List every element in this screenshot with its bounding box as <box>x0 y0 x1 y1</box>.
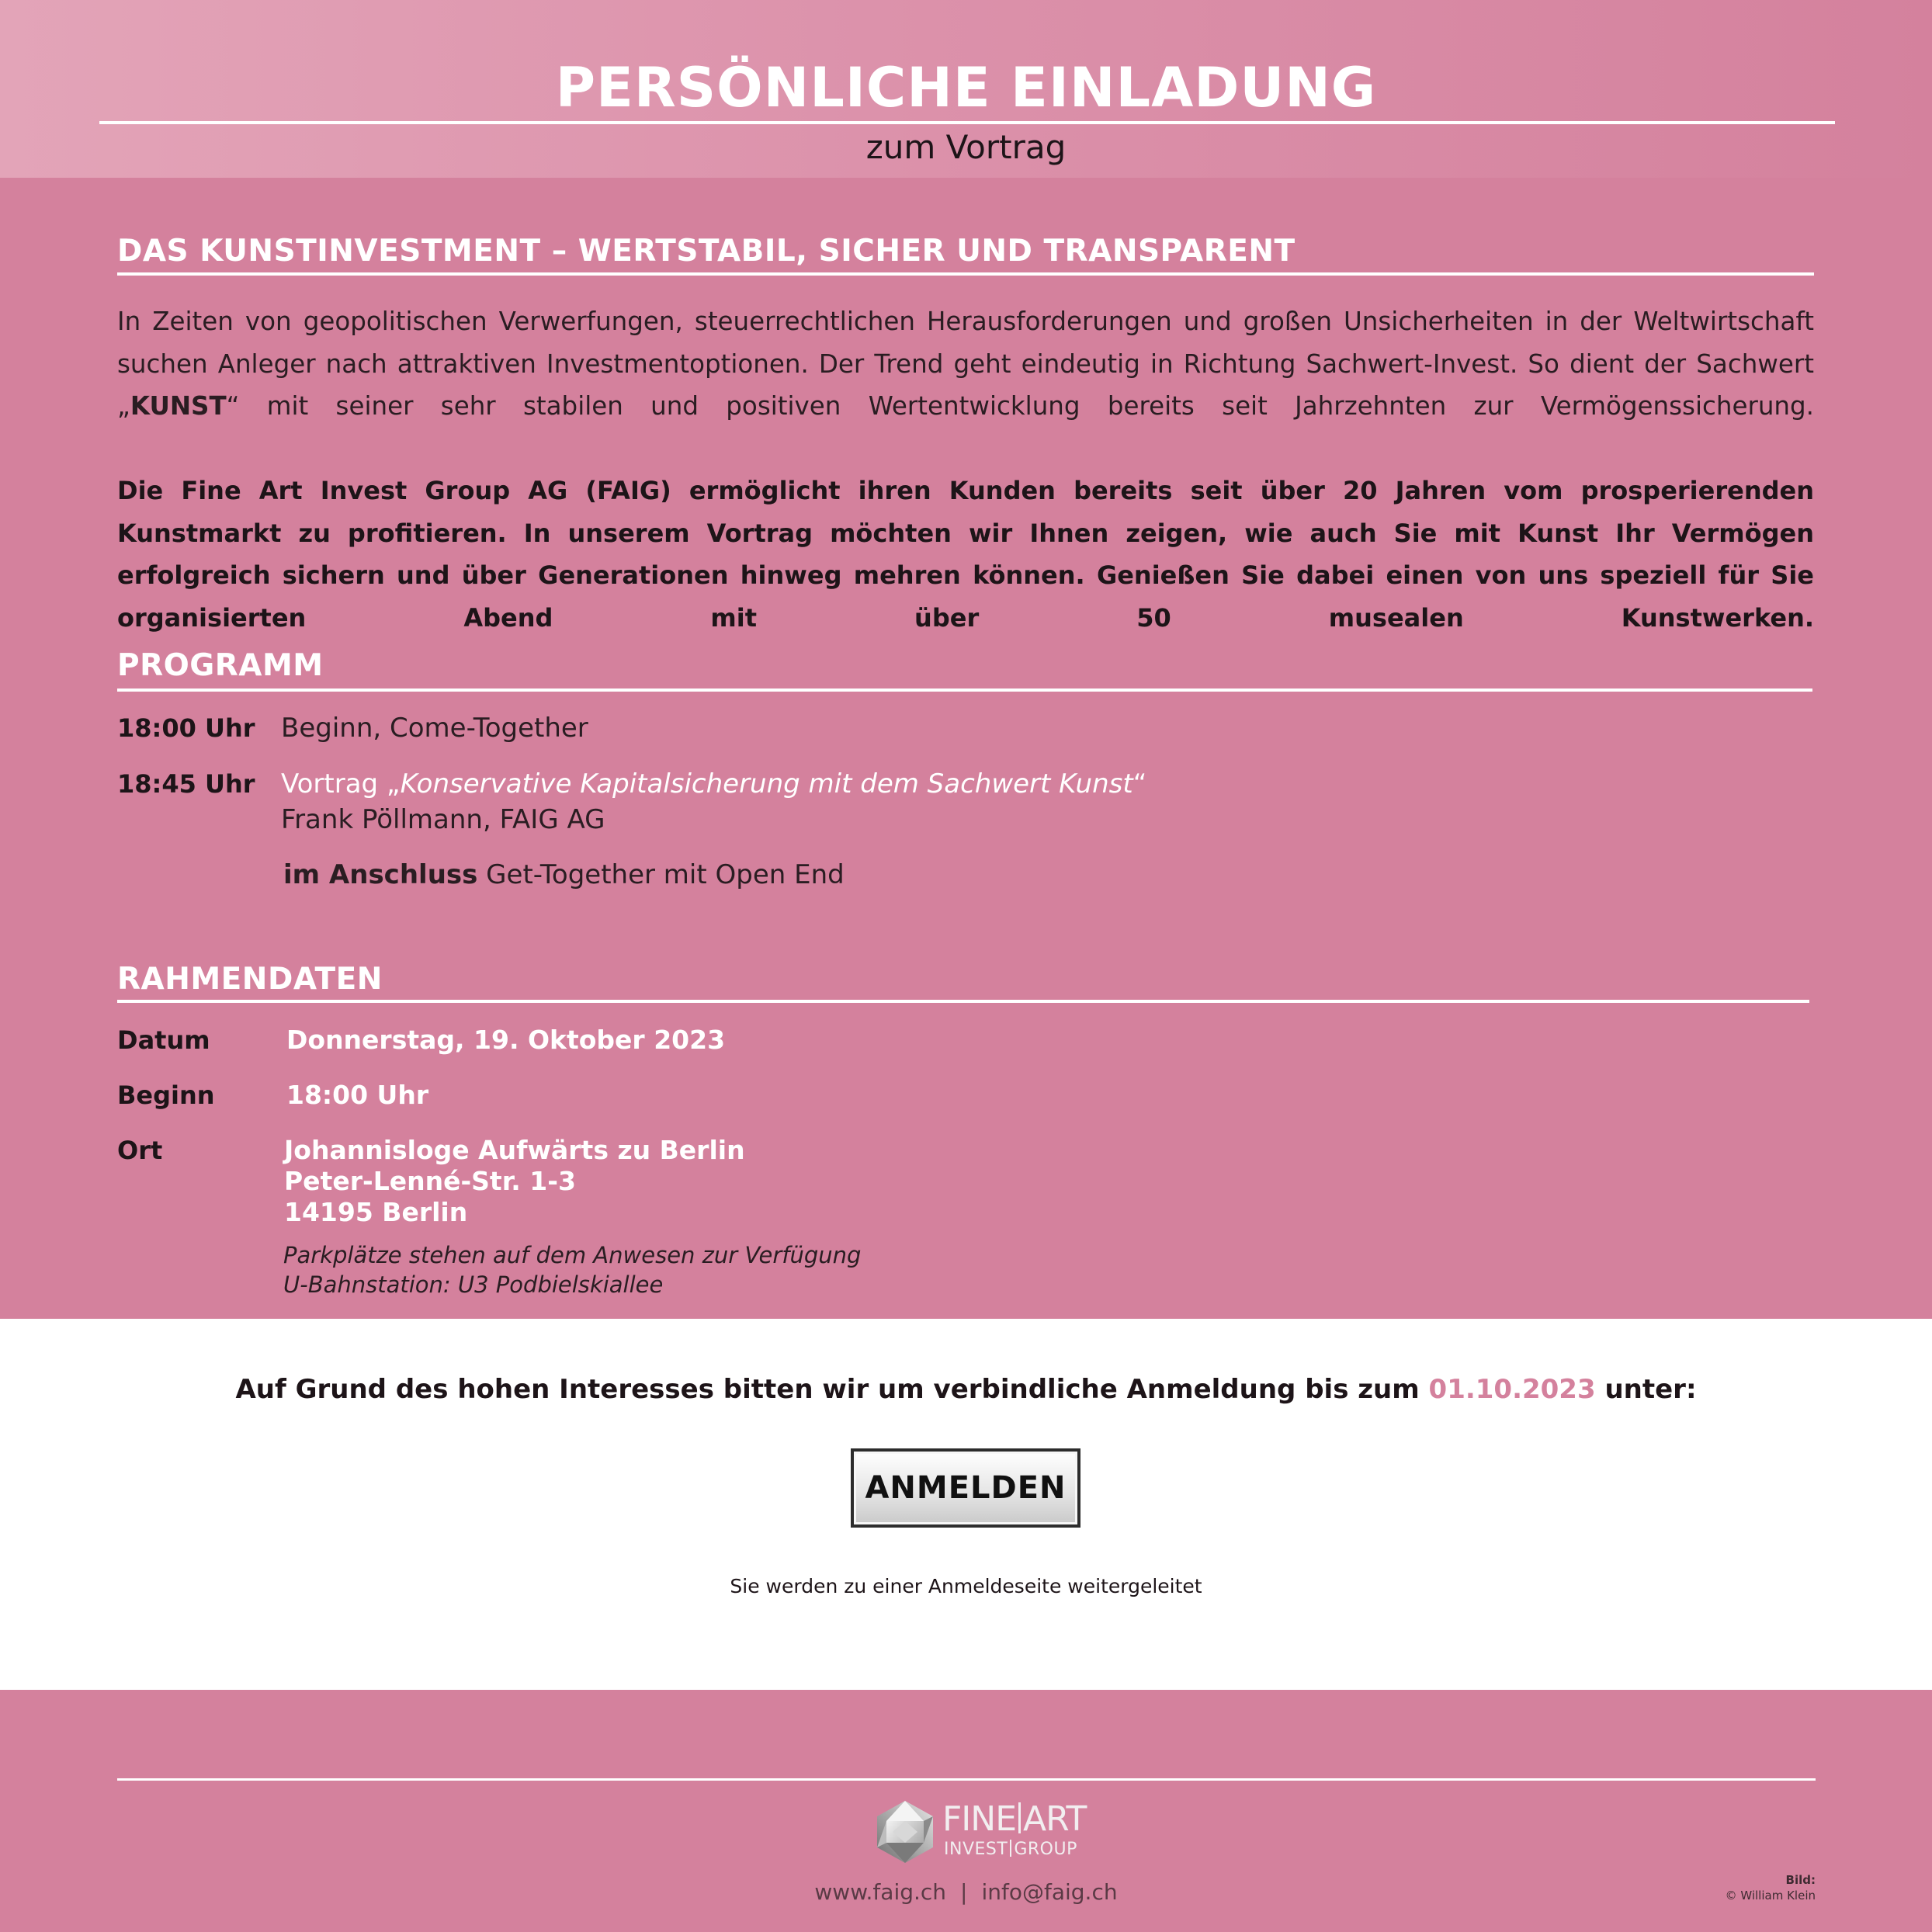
details-start-label: Beginn <box>117 1080 215 1110</box>
details-place-line3: 14195 Berlin <box>284 1197 468 1227</box>
registration-deadline: 01.10.2023 <box>1428 1374 1596 1405</box>
details-date-label: Datum <box>117 1025 210 1055</box>
intro-paragraph-part1: In Zeiten von geopolitischen Verwerfungen, steuerrechtlichen Herausforderungen und großen Unsicherheiten in der Weltwirtschaft suchen Anleger nach attraktiven Investmentoptionen. Der Trend geht eindeutig in Richtung Sachwert-Invest. So dient der Sachwert „ <box>117 307 1814 421</box>
logo-word-art: ART <box>1023 1799 1087 1839</box>
details-place-label: Ort <box>117 1136 163 1165</box>
image-credit-label: Bild: <box>1785 1873 1816 1887</box>
logo-word-group: GROUP <box>1014 1840 1077 1859</box>
website-link[interactable]: www.faig.ch <box>814 1879 947 1905</box>
footer-divider <box>117 1778 1816 1781</box>
redirect-note: Sie werden zu einer Anmeldeseite weitergeleitet <box>730 1575 1202 1597</box>
page-title: PERSÖNLICHE EINLADUNG <box>555 56 1377 120</box>
program-afterwards-label: im Anschluss <box>283 859 478 890</box>
details-start-value: 18:00 Uhr <box>286 1080 429 1110</box>
footer-links <box>0 1877 1932 1908</box>
program-time-1: 18:00 Uhr <box>117 713 255 743</box>
hexagon-gem-icon <box>872 1799 938 1864</box>
program-talk-title <box>281 766 1146 802</box>
program-time-2: 18:45 Uhr <box>117 769 255 799</box>
registration-text-after: unter: <box>1595 1374 1697 1405</box>
details-place-line1: Johannisloge Aufwärts zu Berlin <box>284 1135 745 1165</box>
program-talk-prefix: Vortrag „ <box>281 768 401 800</box>
section-heading-program: PROGRAMM <box>117 648 324 683</box>
logo-word-invest: INVEST <box>944 1840 1008 1859</box>
intro-paragraph-part2: “ mit seiner sehr stabilen und positiven Wertentwicklung bereits seit Jahrzehnten zur Vermögenssicherung. <box>226 391 1814 421</box>
company-paragraph: Die Fine Art Invest Group AG (FAIG) ermöglicht ihren Kunden bereits seit über 20 Jahren vom prosperierenden Kunstmarkt zu profitieren. In unserem Vortrag möchten wir Ihnen zeigen, wie auch Sie mit Kunst Ihr Vermögen erfolgreich sichern und über Generationen hinweg mehren können. Genießen Sie dabei einen von uns speziell für Sie organisierten Abend mit über 50 musealen Kunstwerken. <box>117 476 1814 633</box>
page-subtitle: zum Vortrag <box>865 128 1067 166</box>
section-divider-program <box>117 689 1812 692</box>
section-heading-investment: DAS KUNSTINVESTMENT – WERTSTABIL, SICHER UND TRANSPARENT <box>117 234 1296 269</box>
image-credit-value: © William Klein <box>1725 1889 1816 1903</box>
footer-separator: | <box>960 1879 968 1905</box>
program-talk-suffix: “ <box>1132 768 1147 800</box>
program-talk-name: Konservative Kapitalsicherung mit dem Sachwert Kunst <box>400 768 1133 800</box>
registration-text <box>0 1370 1932 1409</box>
details-subway-note: U-Bahnstation: U3 Podbielskiallee <box>283 1271 664 1298</box>
logo-divider <box>1018 1802 1021 1833</box>
logo-subline <box>944 1840 1077 1860</box>
intro-paragraph <box>117 300 1814 428</box>
details-place-line2: Peter-Lenné-Str. 1-3 <box>284 1166 576 1196</box>
company-logo <box>872 1799 1087 1861</box>
details-parking-note: Parkplätze stehen auf dem Anwesen zur Verfügung <box>283 1242 862 1268</box>
program-speaker: Frank Pöllmann, FAIG AG <box>281 804 605 835</box>
email-link[interactable]: info@faig.ch <box>981 1879 1118 1905</box>
details-date-value: Donnerstag, 19. Oktober 2023 <box>286 1025 726 1055</box>
program-afterwards-text: Get-Together mit Open End <box>477 859 845 890</box>
intro-paragraph-kunst: KUNST <box>130 391 227 421</box>
section-heading-details: RAHMENDATEN <box>117 962 383 997</box>
program-text-3 <box>283 857 845 893</box>
section-divider-investment <box>117 272 1814 276</box>
logo-word-fine: FINE <box>942 1799 1016 1839</box>
image-credit <box>1726 1872 1816 1903</box>
register-button[interactable]: ANMELDEN <box>851 1448 1080 1528</box>
section-divider-details <box>117 1000 1809 1003</box>
logo-sub-divider <box>1010 1840 1011 1857</box>
registration-text-before: Auf Grund des hohen Interesses bitten wir um verbindliche Anmeldung bis zum <box>235 1374 1429 1405</box>
program-text-1: Beginn, Come-Together <box>281 713 588 744</box>
logo-wordmark <box>942 1801 1086 1838</box>
